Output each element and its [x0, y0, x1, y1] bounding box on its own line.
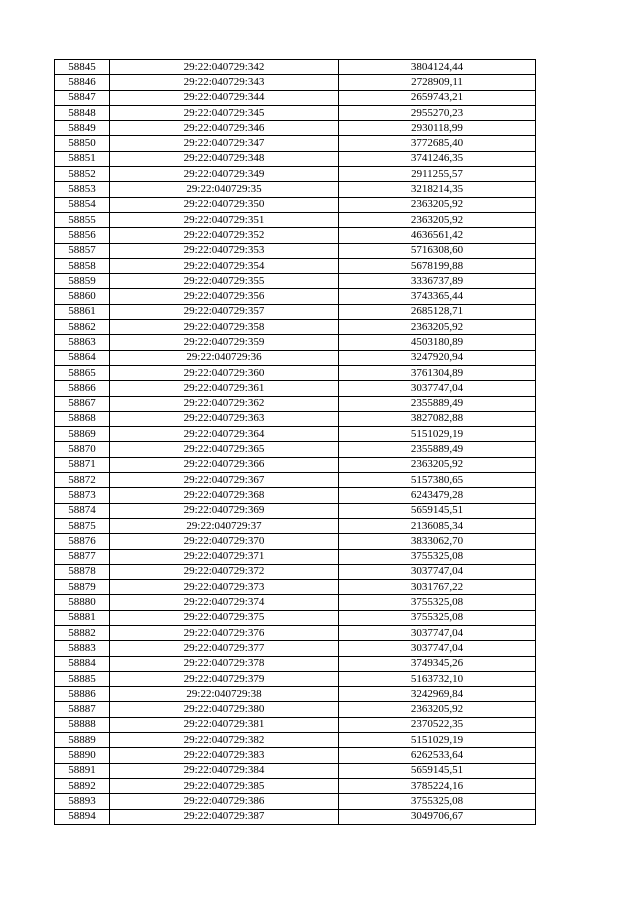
- cadastral-value-cell: 5678199,88: [339, 258, 536, 273]
- cadastral-number-cell: 29:22:040729:365: [110, 442, 339, 457]
- cadastral-number-cell: 29:22:040729:361: [110, 381, 339, 396]
- row-number-cell: 58870: [55, 442, 110, 457]
- row-number-cell: 58883: [55, 641, 110, 656]
- row-number-cell: 58874: [55, 503, 110, 518]
- cadastral-number-cell: 29:22:040729:348: [110, 151, 339, 166]
- row-number-cell: 58894: [55, 809, 110, 824]
- table-row: [55, 503, 536, 518]
- cadastral-value-cell: 2911255,57: [339, 167, 536, 182]
- cadastral-number-cell: 29:22:040729:349: [110, 167, 339, 182]
- table-row: [55, 136, 536, 151]
- table-row: [55, 427, 536, 442]
- cadastral-value-cell: 4636561,42: [339, 228, 536, 243]
- table-row: [55, 151, 536, 166]
- cadastral-value-cell: 2136085,34: [339, 518, 536, 533]
- table-row: [55, 518, 536, 533]
- table-row: [55, 641, 536, 656]
- row-number-cell: 58868: [55, 411, 110, 426]
- row-number-cell: 58882: [55, 625, 110, 640]
- cadastral-value-cell: 3785224,16: [339, 778, 536, 793]
- cadastral-value-cell: 3772685,40: [339, 136, 536, 151]
- table-row: [55, 733, 536, 748]
- row-number-cell: 58878: [55, 564, 110, 579]
- cadastral-number-cell: 29:22:040729:366: [110, 457, 339, 472]
- cadastral-value-cell: 3804124,44: [339, 60, 536, 75]
- row-number-cell: 58892: [55, 778, 110, 793]
- table-row: [55, 396, 536, 411]
- table-row: [55, 258, 536, 273]
- cadastral-value-cell: 2370522,35: [339, 717, 536, 732]
- row-number-cell: 58861: [55, 304, 110, 319]
- row-number-cell: 58847: [55, 90, 110, 105]
- cadastral-number-cell: 29:22:040729:352: [110, 228, 339, 243]
- cadastral-number-cell: 29:22:040729:364: [110, 427, 339, 442]
- table-row: [55, 473, 536, 488]
- cadastral-value-cell: 3247920,94: [339, 350, 536, 365]
- table-row: [55, 167, 536, 182]
- cadastral-value-cell: 2728909,11: [339, 75, 536, 90]
- cadastral-value-cell: 3031767,22: [339, 580, 536, 595]
- table-row: [55, 488, 536, 503]
- table-row: [55, 671, 536, 686]
- cadastral-value-table: [54, 59, 536, 825]
- table-row: [55, 610, 536, 625]
- table-row: [55, 212, 536, 227]
- table-row: [55, 580, 536, 595]
- cadastral-value-cell: 2955270,23: [339, 105, 536, 120]
- cadastral-number-cell: 29:22:040729:347: [110, 136, 339, 151]
- row-number-cell: 58879: [55, 580, 110, 595]
- row-number-cell: 58890: [55, 748, 110, 763]
- cadastral-value-cell: 2659743,21: [339, 90, 536, 105]
- cadastral-value-cell: 5659145,51: [339, 503, 536, 518]
- cadastral-value-cell: 5151029,19: [339, 733, 536, 748]
- row-number-cell: 58856: [55, 228, 110, 243]
- row-number-cell: 58855: [55, 212, 110, 227]
- cadastral-value-cell: 3755325,08: [339, 549, 536, 564]
- cadastral-number-cell: 29:22:040729:351: [110, 212, 339, 227]
- row-number-cell: 58872: [55, 473, 110, 488]
- cadastral-value-cell: 3743365,44: [339, 289, 536, 304]
- table-row: [55, 197, 536, 212]
- row-number-cell: 58886: [55, 687, 110, 702]
- cadastral-number-cell: 29:22:040729:377: [110, 641, 339, 656]
- row-number-cell: 58846: [55, 75, 110, 90]
- table-row: [55, 304, 536, 319]
- cadastral-value-cell: 3761304,89: [339, 365, 536, 380]
- cadastral-number-cell: 29:22:040729:343: [110, 75, 339, 90]
- table-row: [55, 534, 536, 549]
- cadastral-number-cell: 29:22:040729:387: [110, 809, 339, 824]
- table-row: [55, 702, 536, 717]
- table-row: [55, 75, 536, 90]
- row-number-cell: 58877: [55, 549, 110, 564]
- table-row: [55, 60, 536, 75]
- cadastral-value-cell: 3755325,08: [339, 610, 536, 625]
- cadastral-value-cell: 3755325,08: [339, 595, 536, 610]
- cadastral-value-cell: 3336737,89: [339, 274, 536, 289]
- row-number-cell: 58884: [55, 656, 110, 671]
- row-number-cell: 58850: [55, 136, 110, 151]
- table-row: [55, 778, 536, 793]
- row-number-cell: 58845: [55, 60, 110, 75]
- row-number-cell: 58852: [55, 167, 110, 182]
- cadastral-value-cell: 5157380,65: [339, 473, 536, 488]
- cadastral-number-cell: 29:22:040729:374: [110, 595, 339, 610]
- row-number-cell: 58851: [55, 151, 110, 166]
- table-row: [55, 335, 536, 350]
- table-row: [55, 763, 536, 778]
- cadastral-value-cell: 5659145,51: [339, 763, 536, 778]
- table-row: [55, 365, 536, 380]
- table-row: [55, 350, 536, 365]
- cadastral-value-cell: 3741246,35: [339, 151, 536, 166]
- cadastral-number-cell: 29:22:040729:385: [110, 778, 339, 793]
- row-number-cell: 58869: [55, 427, 110, 442]
- table-row: [55, 182, 536, 197]
- cadastral-number-cell: 29:22:040729:355: [110, 274, 339, 289]
- cadastral-number-cell: 29:22:040729:350: [110, 197, 339, 212]
- cadastral-number-cell: 29:22:040729:38: [110, 687, 339, 702]
- cadastral-value-cell: 3242969,84: [339, 687, 536, 702]
- table-row: [55, 625, 536, 640]
- row-number-cell: 58849: [55, 121, 110, 136]
- table-body: [55, 60, 536, 825]
- table-row: [55, 687, 536, 702]
- row-number-cell: 58893: [55, 794, 110, 809]
- cadastral-number-cell: 29:22:040729:376: [110, 625, 339, 640]
- cadastral-value-cell: 2685128,71: [339, 304, 536, 319]
- row-number-cell: 58885: [55, 671, 110, 686]
- table-row: [55, 411, 536, 426]
- cadastral-value-cell: 6243479,28: [339, 488, 536, 503]
- cadastral-number-cell: 29:22:040729:344: [110, 90, 339, 105]
- cadastral-value-cell: 2363205,92: [339, 702, 536, 717]
- table-row: [55, 243, 536, 258]
- cadastral-number-cell: 29:22:040729:378: [110, 656, 339, 671]
- row-number-cell: 58860: [55, 289, 110, 304]
- cadastral-number-cell: 29:22:040729:375: [110, 610, 339, 625]
- cadastral-number-cell: 29:22:040729:384: [110, 763, 339, 778]
- cadastral-number-cell: 29:22:040729:379: [110, 671, 339, 686]
- cadastral-number-cell: 29:22:040729:35: [110, 182, 339, 197]
- row-number-cell: 58873: [55, 488, 110, 503]
- row-number-cell: 58848: [55, 105, 110, 120]
- table-row: [55, 381, 536, 396]
- cadastral-value-cell: 5151029,19: [339, 427, 536, 442]
- row-number-cell: 58871: [55, 457, 110, 472]
- cadastral-number-cell: 29:22:040729:369: [110, 503, 339, 518]
- table-row: [55, 228, 536, 243]
- row-number-cell: 58867: [55, 396, 110, 411]
- row-number-cell: 58853: [55, 182, 110, 197]
- cadastral-number-cell: 29:22:040729:346: [110, 121, 339, 136]
- cadastral-value-cell: 3827082,88: [339, 411, 536, 426]
- row-number-cell: 58888: [55, 717, 110, 732]
- cadastral-value-cell: 5716308,60: [339, 243, 536, 258]
- table-row: [55, 121, 536, 136]
- cadastral-value-cell: 2355889,49: [339, 442, 536, 457]
- row-number-cell: 58857: [55, 243, 110, 258]
- cadastral-number-cell: 29:22:040729:386: [110, 794, 339, 809]
- row-number-cell: 58891: [55, 763, 110, 778]
- cadastral-number-cell: 29:22:040729:358: [110, 320, 339, 335]
- cadastral-number-cell: 29:22:040729:372: [110, 564, 339, 579]
- row-number-cell: 58862: [55, 320, 110, 335]
- cadastral-number-cell: 29:22:040729:354: [110, 258, 339, 273]
- table-row: [55, 289, 536, 304]
- table-row: [55, 794, 536, 809]
- cadastral-value-cell: 2930118,99: [339, 121, 536, 136]
- table-row: [55, 564, 536, 579]
- cadastral-number-cell: 29:22:040729:382: [110, 733, 339, 748]
- row-number-cell: 58864: [55, 350, 110, 365]
- cadastral-number-cell: 29:22:040729:368: [110, 488, 339, 503]
- table-row: [55, 90, 536, 105]
- cadastral-number-cell: 29:22:040729:357: [110, 304, 339, 319]
- cadastral-number-cell: 29:22:040729:383: [110, 748, 339, 763]
- table-row: [55, 442, 536, 457]
- row-number-cell: 58858: [55, 258, 110, 273]
- cadastral-value-cell: 5163732,10: [339, 671, 536, 686]
- cadastral-value-cell: 3037747,04: [339, 641, 536, 656]
- table-row: [55, 595, 536, 610]
- cadastral-number-cell: 29:22:040729:359: [110, 335, 339, 350]
- row-number-cell: 58889: [55, 733, 110, 748]
- cadastral-number-cell: 29:22:040729:342: [110, 60, 339, 75]
- cadastral-value-cell: 3218214,35: [339, 182, 536, 197]
- row-number-cell: 58875: [55, 518, 110, 533]
- cadastral-number-cell: 29:22:040729:380: [110, 702, 339, 717]
- cadastral-value-cell: 3037747,04: [339, 564, 536, 579]
- cadastral-value-cell: 2363205,92: [339, 457, 536, 472]
- cadastral-number-cell: 29:22:040729:370: [110, 534, 339, 549]
- cadastral-value-cell: 6262533,64: [339, 748, 536, 763]
- row-number-cell: 58863: [55, 335, 110, 350]
- cadastral-value-cell: 3833062,70: [339, 534, 536, 549]
- table-row: [55, 457, 536, 472]
- row-number-cell: 58880: [55, 595, 110, 610]
- cadastral-value-cell: 3755325,08: [339, 794, 536, 809]
- cadastral-number-cell: 29:22:040729:371: [110, 549, 339, 564]
- table-row: [55, 320, 536, 335]
- cadastral-value-cell: 2363205,92: [339, 212, 536, 227]
- row-number-cell: 58859: [55, 274, 110, 289]
- cadastral-number-cell: 29:22:040729:367: [110, 473, 339, 488]
- cadastral-value-cell: 2363205,92: [339, 320, 536, 335]
- row-number-cell: 58876: [55, 534, 110, 549]
- table-row: [55, 717, 536, 732]
- table-row: [55, 274, 536, 289]
- cadastral-value-cell: 3049706,67: [339, 809, 536, 824]
- cadastral-value-cell: 3749345,26: [339, 656, 536, 671]
- table-row: [55, 656, 536, 671]
- cadastral-number-cell: 29:22:040729:363: [110, 411, 339, 426]
- cadastral-number-cell: 29:22:040729:362: [110, 396, 339, 411]
- cadastral-number-cell: 29:22:040729:381: [110, 717, 339, 732]
- row-number-cell: 58854: [55, 197, 110, 212]
- row-number-cell: 58881: [55, 610, 110, 625]
- cadastral-value-cell: 4503180,89: [339, 335, 536, 350]
- cadastral-number-cell: 29:22:040729:360: [110, 365, 339, 380]
- cadastral-value-cell: 2355889,49: [339, 396, 536, 411]
- cadastral-number-cell: 29:22:040729:356: [110, 289, 339, 304]
- row-number-cell: 58887: [55, 702, 110, 717]
- table-row: [55, 748, 536, 763]
- cadastral-number-cell: 29:22:040729:373: [110, 580, 339, 595]
- row-number-cell: 58865: [55, 365, 110, 380]
- row-number-cell: 58866: [55, 381, 110, 396]
- table-row: [55, 809, 536, 824]
- table-row: [55, 105, 536, 120]
- cadastral-value-cell: 3037747,04: [339, 381, 536, 396]
- cadastral-number-cell: 29:22:040729:345: [110, 105, 339, 120]
- cadastral-number-cell: 29:22:040729:36: [110, 350, 339, 365]
- table-row: [55, 549, 536, 564]
- cadastral-value-cell: 3037747,04: [339, 625, 536, 640]
- cadastral-value-cell: 2363205,92: [339, 197, 536, 212]
- cadastral-number-cell: 29:22:040729:37: [110, 518, 339, 533]
- cadastral-number-cell: 29:22:040729:353: [110, 243, 339, 258]
